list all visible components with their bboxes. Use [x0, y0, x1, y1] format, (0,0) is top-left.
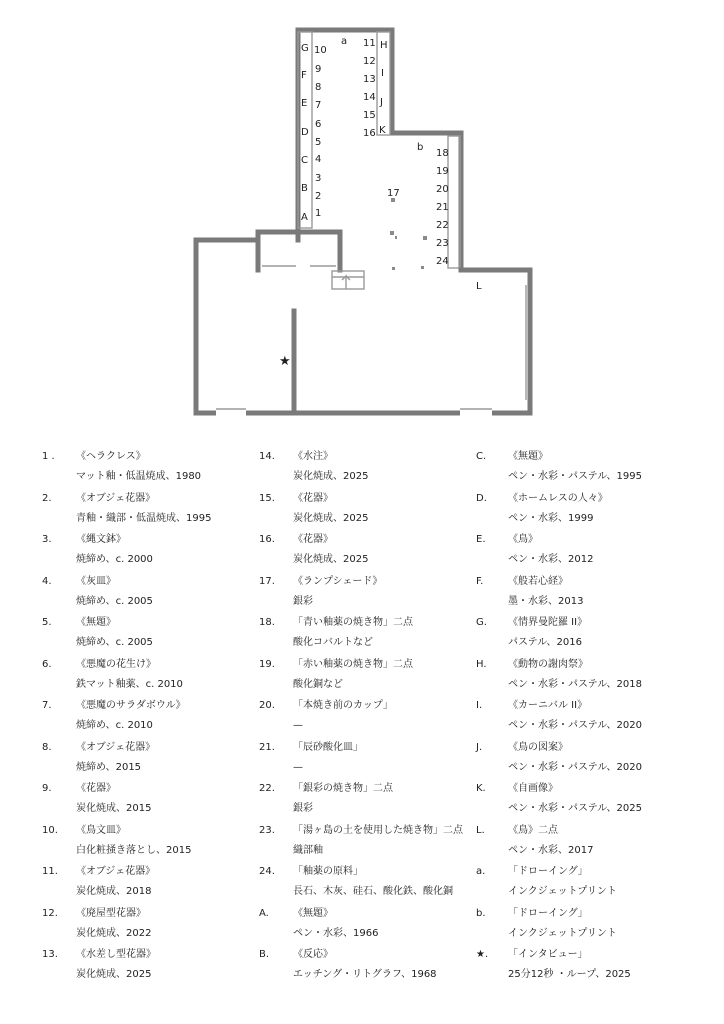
- entry-number: 7.: [42, 700, 52, 711]
- legend-entry: [476, 450, 706, 486]
- entry-title: 《悪魔のサラダボウル》: [76, 700, 186, 711]
- entry-number: 4.: [42, 575, 52, 587]
- plan-label-24: 24: [436, 256, 449, 267]
- entry-title: 《鳥文皿》: [76, 824, 126, 836]
- plan-label-4: 4: [315, 154, 322, 165]
- entry-medium: ペン・水彩、2012: [508, 554, 594, 565]
- entry-medium: 長石、木灰、硅石、酸化鉄、酸化銅: [293, 886, 453, 897]
- entry-medium: ペン・水彩・パステル、2020: [508, 761, 642, 773]
- entry-medium: 炭化焼成、2015: [76, 803, 152, 814]
- entry-number: 21.: [259, 741, 275, 753]
- entry-title: 《鳥》: [508, 534, 538, 545]
- entry-number: 10.: [42, 824, 58, 836]
- entry-medium: 炭化焼成、2025: [293, 471, 369, 482]
- plan-label-G: G: [301, 43, 309, 54]
- legend-entry: [476, 782, 706, 818]
- plan-label-1: 1: [315, 208, 322, 219]
- entry-medium: ペン・水彩、1966: [293, 927, 379, 939]
- entry-number: ★.: [476, 949, 489, 960]
- entry-number: 2.: [42, 492, 52, 504]
- plan-label-J: J: [380, 97, 383, 108]
- entry-medium: 炭化焼成、2022: [76, 927, 152, 939]
- entry-medium: ペン・水彩・パステル、1995: [508, 471, 642, 482]
- legend-entry: [259, 741, 489, 777]
- plan-label-7: 7: [315, 100, 322, 111]
- entry-title: 《オブジェ花器》: [76, 741, 156, 753]
- entry-title: 《般若心経》: [508, 575, 568, 587]
- legend-entry: [42, 824, 272, 860]
- entry-number: 3.: [42, 534, 52, 545]
- plan-label-C: C: [301, 155, 308, 166]
- entry-number: I.: [476, 700, 483, 711]
- plan-label-5: 5: [315, 137, 322, 148]
- entry-title: 《無題》: [508, 451, 548, 462]
- entry-title: 「青い釉薬の焼き物」二点: [293, 617, 413, 628]
- entry-title: 《無題》: [76, 617, 116, 628]
- entry-medium: ペン・水彩・パステル、2018: [508, 678, 642, 690]
- entry-number: 15.: [259, 492, 275, 504]
- entry-medium: 焼締め、c. 2005: [76, 595, 153, 607]
- entry-title: 《鳥の図案》: [508, 741, 568, 753]
- entry-number: K.: [476, 783, 486, 794]
- entry-medium: 炭化焼成、2025: [76, 969, 152, 980]
- legend-entry: [259, 492, 489, 528]
- entry-number: 20.: [259, 700, 275, 711]
- entry-title: 《花器》: [293, 534, 333, 545]
- entry-medium: インクジェットプリント: [508, 886, 617, 897]
- plan-label-H: H: [380, 40, 388, 51]
- plan-label-A: A: [301, 212, 308, 223]
- legend-entry: [476, 533, 706, 569]
- entry-medium: マット釉・低温焼成、1980: [76, 471, 202, 482]
- plan-label-F: F: [301, 70, 307, 81]
- entry-medium: 炭化焼成、2025: [293, 512, 369, 524]
- entry-title: 「ドローイング」: [508, 907, 588, 919]
- entry-medium: ペン・水彩・パステル、2020: [508, 720, 642, 731]
- plan-label-22: 22: [436, 220, 449, 231]
- entry-medium: インクジェットプリント: [508, 927, 617, 939]
- entry-title: 《廃屋型花器》: [76, 907, 146, 919]
- entry-title: 《オブジェ花器》: [76, 866, 156, 877]
- legend-entry: [259, 658, 489, 694]
- entry-number: 12.: [42, 907, 58, 919]
- plan-label-17: 17: [387, 188, 400, 199]
- legend-entry: [259, 533, 489, 569]
- legend-entry: [42, 907, 272, 943]
- entry-number: 16.: [259, 534, 275, 545]
- entry-number: 24.: [259, 866, 275, 877]
- plan-label-13: 13: [363, 74, 376, 85]
- entry-title: 「銀彩の焼き物」二点: [293, 783, 393, 794]
- entry-medium: 白化粧掻き落とし、2015: [76, 844, 192, 856]
- entry-medium: —: [293, 761, 303, 773]
- legend-entry: [476, 575, 706, 611]
- legend-entry: [259, 782, 489, 818]
- star-icon: ★: [279, 354, 291, 369]
- plan-label-16: 16: [363, 128, 376, 139]
- entry-number: 18.: [259, 617, 275, 628]
- entry-number: 19.: [259, 658, 275, 670]
- plan-label-23: 23: [436, 238, 449, 249]
- legend-entry: [476, 658, 706, 694]
- entry-number: 5.: [42, 617, 52, 628]
- entry-medium: エッチング・リトグラフ、1968: [293, 969, 437, 980]
- entry-title: 《花器》: [76, 783, 116, 794]
- entry-title: 《水注》: [293, 451, 333, 462]
- legend-entry: [476, 865, 706, 901]
- entry-medium: 25分12秒 ・ループ、2025: [508, 969, 631, 980]
- entry-title: 「赤い釉薬の焼き物」二点: [293, 658, 413, 670]
- legend-entry: [42, 575, 272, 611]
- top-letter-labels: [379, 40, 388, 136]
- entry-number: 11.: [42, 866, 58, 877]
- legend-entry: [476, 741, 706, 777]
- plan-label-I: I: [381, 68, 384, 79]
- entry-title: 《情界曼陀羅 II》: [508, 617, 588, 628]
- entry-number: 23.: [259, 824, 275, 836]
- entry-title: 《花器》: [293, 492, 333, 504]
- entry-title: 《水差し型花器》: [76, 949, 156, 960]
- left-letter-labels: [301, 43, 309, 223]
- entry-title: 《灰皿》: [76, 575, 116, 587]
- entry-title: 「インタビュー」: [508, 949, 588, 960]
- legend-entry: [42, 492, 272, 528]
- plan-label-L: L: [476, 281, 482, 292]
- entry-title: 《鳥》二点: [508, 824, 558, 836]
- entry-title: 《動物の謝肉祭》: [508, 658, 588, 670]
- entry-number: a.: [476, 866, 486, 877]
- legend-entry: [476, 907, 706, 943]
- entry-number: J.: [476, 741, 483, 753]
- plan-label-12: 12: [363, 56, 376, 67]
- legend-entry: [476, 492, 706, 528]
- plan-label-21: 21: [436, 202, 449, 213]
- plan-label-a: a: [341, 36, 348, 47]
- legend-entry: [42, 616, 272, 652]
- plan-label-20: 20: [436, 184, 449, 195]
- entry-title: 《カーニバル II》: [508, 700, 588, 711]
- entry-medium: 青釉・織部・低温焼成、1995: [76, 512, 212, 524]
- plan-label-14: 14: [363, 92, 376, 103]
- entry-number: E.: [476, 534, 486, 545]
- entry-title: 「ドローイング」: [508, 866, 588, 877]
- entry-title: 《ランプシェード》: [293, 575, 383, 587]
- legend-entry: [476, 948, 706, 984]
- right-display-wall: [448, 136, 460, 268]
- entry-medium: 焼締め、c. 2010: [76, 720, 153, 731]
- plan-label-8: 8: [315, 82, 322, 93]
- entry-title: 《無題》: [293, 907, 333, 919]
- entry-number: F.: [476, 575, 484, 587]
- legend-entry: [259, 865, 489, 901]
- entry-medium: 炭化焼成、2025: [293, 554, 369, 565]
- plan-label-E: E: [301, 98, 308, 109]
- entry-medium: 炭化焼成、2018: [76, 886, 152, 897]
- entry-medium: 墨・水彩、2013: [508, 595, 584, 607]
- left-number-labels: [314, 45, 327, 219]
- entry-number: D.: [476, 492, 487, 504]
- legend-entry: [42, 865, 272, 901]
- entry-medium: ペン・水彩、2017: [508, 844, 594, 856]
- entry-number: 9.: [42, 783, 52, 794]
- entry-title: 《ヘラクレス》: [76, 451, 146, 462]
- entry-medium: 酸化コバルトなど: [293, 637, 373, 648]
- plan-label-K: K: [379, 125, 386, 136]
- entry-number: 22.: [259, 783, 275, 794]
- entry-title: 「辰砂酸化皿」: [293, 741, 363, 753]
- entry-medium: 鉄マット釉薬、c. 2010: [76, 678, 183, 690]
- legend-entry: [259, 699, 489, 735]
- legend-entry: [259, 824, 489, 860]
- legend-entry: [259, 907, 489, 943]
- top-number-labels: [363, 38, 376, 139]
- plan-label-11: 11: [363, 38, 376, 49]
- legend-entry: [42, 450, 272, 486]
- legend-entry: [42, 658, 272, 694]
- entry-medium: 銀彩: [293, 595, 313, 607]
- legend-entry: [42, 741, 272, 777]
- plan-label-15: 15: [363, 110, 376, 121]
- legend-entry: [42, 782, 272, 818]
- legend-entry: [259, 948, 489, 984]
- legend-entry: [42, 699, 272, 735]
- entry-medium: —: [293, 720, 303, 731]
- entry-number: 17.: [259, 575, 275, 587]
- entry-number: G.: [476, 617, 487, 628]
- entry-number: b.: [476, 907, 486, 919]
- plan-label-6: 6: [315, 119, 322, 130]
- entry-medium: ペン・水彩、1999: [508, 512, 594, 524]
- plan-label-B: B: [301, 183, 308, 194]
- entry-title: 《ホームレスの人々》: [508, 492, 608, 504]
- legend-entry: [42, 948, 272, 984]
- entry-number: B.: [259, 949, 270, 960]
- legend-entry: [259, 450, 489, 486]
- entry-medium: 焼締め、c. 2000: [76, 554, 153, 565]
- plan-label-10: 10: [314, 45, 327, 56]
- right-number-labels: [436, 148, 449, 267]
- entry-medium: ペン・水彩・パステル、2025: [508, 803, 642, 814]
- entry-medium: パステル、2016: [508, 637, 582, 648]
- plan-label-3: 3: [315, 173, 322, 184]
- plan-label-2: 2: [315, 191, 322, 202]
- entry-medium: 焼締め、c. 2005: [76, 637, 153, 648]
- legend-entry: [476, 616, 706, 652]
- entry-number: 8.: [42, 741, 52, 753]
- legend-entry: [259, 616, 489, 652]
- legend-entry: [476, 699, 706, 735]
- entry-number: H.: [476, 658, 487, 670]
- entry-title: 《悪魔の花生け》: [76, 658, 156, 670]
- stairs: [332, 271, 364, 289]
- entry-number: 14.: [259, 451, 275, 462]
- entry-number: 13.: [42, 949, 58, 960]
- plan-label-19: 19: [436, 166, 449, 177]
- entry-title: 《自画像》: [508, 783, 558, 794]
- entry-title: 《縄文鉢》: [76, 534, 126, 545]
- entry-title: 「本焼き前のカップ」: [293, 700, 393, 711]
- floor-plan: [0, 0, 724, 430]
- entry-number: C.: [476, 451, 487, 462]
- plan-label-9: 9: [315, 64, 322, 75]
- entry-title: 「釉薬の原料」: [293, 866, 363, 877]
- plan-label-18: 18: [436, 148, 449, 159]
- gallery-wall-lower: [196, 240, 530, 413]
- entry-number: 6.: [42, 658, 52, 670]
- entry-medium: 銀彩: [293, 803, 313, 814]
- entry-medium: 焼締め、2015: [76, 761, 142, 773]
- plan-label-D: D: [301, 127, 309, 138]
- entry-title: 《オブジェ花器》: [76, 492, 156, 504]
- entry-number: 1 .: [42, 451, 55, 462]
- entry-medium: 織部釉: [293, 844, 323, 856]
- plan-label-b: b: [417, 142, 424, 153]
- entry-medium: 酸化銅など: [293, 678, 343, 690]
- entry-number: A.: [259, 907, 269, 919]
- entry-title: 《反応》: [293, 949, 333, 960]
- legend-entry: [476, 824, 706, 860]
- entry-number: L.: [476, 824, 485, 836]
- legend-entry: [42, 533, 272, 569]
- legend-entry: [259, 575, 489, 611]
- entry-title: 「湯ヶ島の土を使用した焼き物」二点: [293, 824, 463, 836]
